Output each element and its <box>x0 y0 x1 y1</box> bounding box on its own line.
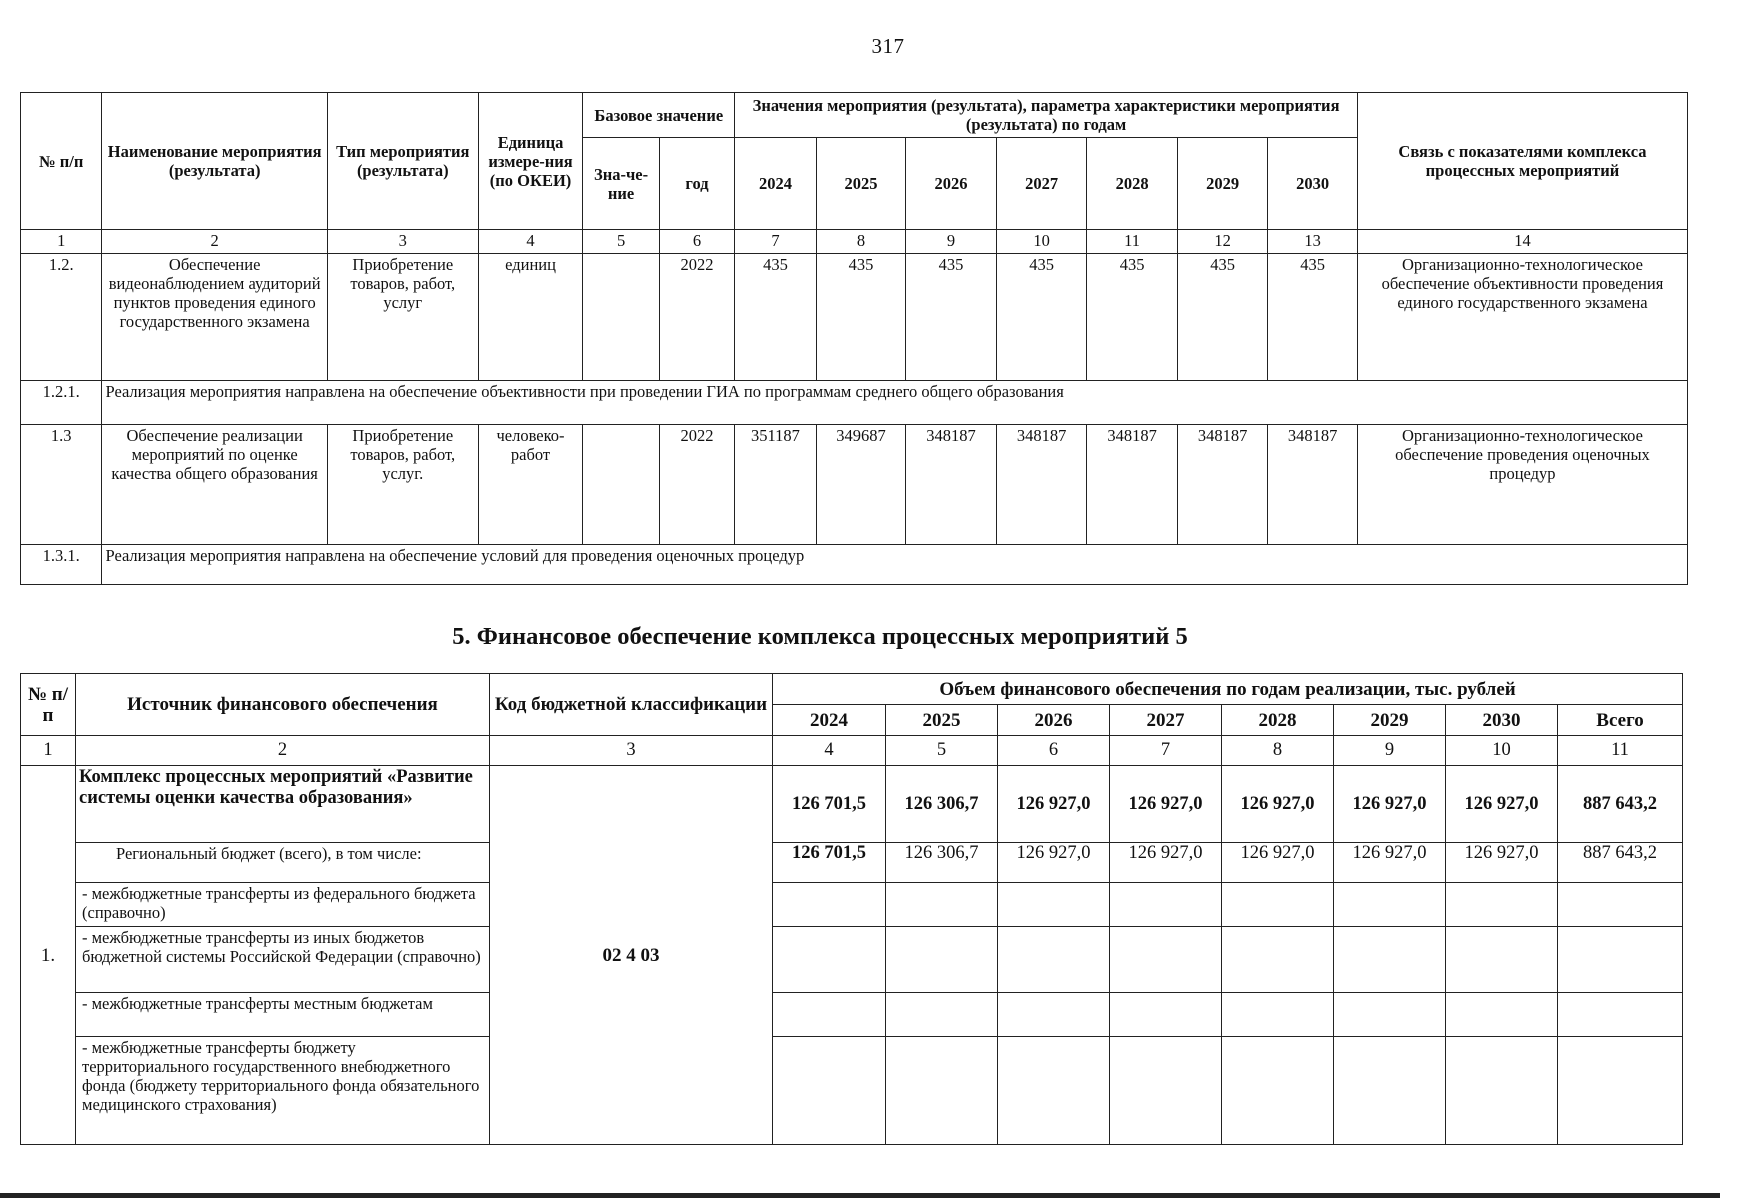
empty-cell <box>886 993 998 1037</box>
row-type: Приобретение товаров, работ, услуг. <box>327 425 478 545</box>
header-year: 2030 <box>1446 705 1558 736</box>
empty-cell <box>1334 927 1446 993</box>
header-year: 2029 <box>1334 705 1446 736</box>
header-base: Базовое значение <box>583 93 735 138</box>
header-link: Связь с показателями комплекса процессных мероприятий <box>1357 93 1687 230</box>
row-value: 349687 <box>816 425 906 545</box>
column-number: 8 <box>1222 736 1334 766</box>
header-values-group: Значения мероприятия (результата), параметра характеристики мероприятия (результата) по годам <box>735 93 1358 138</box>
empty-cell <box>1110 927 1222 993</box>
column-number: 1 <box>21 230 102 254</box>
row-num: 1.2.1. <box>21 381 102 425</box>
row-value: 126 927,0 <box>1446 766 1558 843</box>
empty-cell <box>1446 883 1558 927</box>
row-value: 348187 <box>1268 425 1358 545</box>
empty-cell <box>1222 927 1334 993</box>
row-source: Региональный бюджет (всего), в том числе: <box>76 843 490 883</box>
header-num: № п/п <box>21 93 102 230</box>
empty-cell <box>998 1037 1110 1145</box>
column-number: 2 <box>102 230 327 254</box>
row-value: 126 927,0 <box>1110 766 1222 843</box>
row-value: 126 701,5 <box>773 766 886 843</box>
header-year: 2028 <box>1087 138 1178 230</box>
empty-cell <box>1446 1037 1558 1145</box>
table-row <box>21 425 1688 545</box>
financing-table <box>20 673 1683 1145</box>
row-num: 1.2. <box>21 254 102 381</box>
column-number: 13 <box>1268 230 1358 254</box>
header-year: 2024 <box>735 138 816 230</box>
column-number: 10 <box>996 230 1087 254</box>
empty-cell <box>1558 1037 1683 1145</box>
row-value: 435 <box>816 254 906 381</box>
page-number: 317 <box>871 34 905 58</box>
column-number: 9 <box>906 230 997 254</box>
row-value: 126 306,7 <box>886 843 998 883</box>
row-source: - межбюджетные трансферты бюджету территориального государственного внебюджетного фонда (бюджету территориального фонда обязательного медицинского страхования) <box>76 1037 490 1145</box>
header-source: Источник финансового обеспечения <box>76 674 490 736</box>
row-value: 126 927,0 <box>1334 843 1446 883</box>
group-num: 1. <box>21 766 76 1145</box>
row-note: Реализация мероприятия направлена на обеспечение объективности при проведении ГИА по программам среднего общего образования <box>102 381 1688 425</box>
header-year: 2026 <box>998 705 1110 736</box>
column-number: 3 <box>490 736 773 766</box>
row-value: 348187 <box>1087 425 1178 545</box>
row-total: 887 643,2 <box>1558 766 1683 843</box>
empty-cell <box>1446 927 1558 993</box>
table-row <box>21 545 1688 585</box>
empty-cell <box>886 1037 998 1145</box>
header-year: 2025 <box>816 138 906 230</box>
column-number: 5 <box>583 230 659 254</box>
column-number: 2 <box>76 736 490 766</box>
table-row <box>21 766 1683 843</box>
empty-cell <box>773 927 886 993</box>
row-value: 126 927,0 <box>1110 843 1222 883</box>
row-source: - межбюджетные трансферты местным бюджетам <box>76 993 490 1037</box>
table-row <box>21 993 1683 1037</box>
row-num: 1.3.1. <box>21 545 102 585</box>
empty-cell <box>1110 993 1222 1037</box>
header-type: Тип мероприятия (результата) <box>327 93 478 230</box>
row-value: 126 927,0 <box>1334 766 1446 843</box>
row-base-year: 2022 <box>659 425 734 545</box>
empty-cell <box>1222 1037 1334 1145</box>
table-row <box>21 1037 1683 1145</box>
row-value: 435 <box>1177 254 1268 381</box>
empty-cell <box>1558 993 1683 1037</box>
column-number: 12 <box>1177 230 1268 254</box>
row-value: 435 <box>1268 254 1358 381</box>
table-row <box>21 254 1688 381</box>
row-value: 348187 <box>906 425 997 545</box>
header-year: 2027 <box>1110 705 1222 736</box>
empty-cell <box>1110 883 1222 927</box>
empty-cell <box>886 883 998 927</box>
row-value: 126 927,0 <box>1222 766 1334 843</box>
row-value: 348187 <box>996 425 1087 545</box>
column-number: 11 <box>1558 736 1683 766</box>
table-row <box>21 843 1683 883</box>
row-name: Обеспечение реализации мероприятий по оценке качества общего образования <box>102 425 327 545</box>
empty-cell <box>1222 993 1334 1037</box>
column-number: 4 <box>478 230 583 254</box>
column-number: 14 <box>1357 230 1687 254</box>
empty-cell <box>998 993 1110 1037</box>
column-number: 9 <box>1334 736 1446 766</box>
row-value: 126 306,7 <box>886 766 998 843</box>
header-year: 2025 <box>886 705 998 736</box>
header-total: Всего <box>1558 705 1683 736</box>
row-source: - межбюджетные трансферты из федерального бюджета (справочно) <box>76 883 490 927</box>
column-number: 11 <box>1087 230 1178 254</box>
header-year: 2029 <box>1177 138 1268 230</box>
header-name: Наименование мероприятия (результата) <box>102 93 327 230</box>
row-unit: единиц <box>478 254 583 381</box>
empty-cell <box>1558 927 1683 993</box>
column-number: 1 <box>21 736 76 766</box>
table-row <box>21 381 1688 425</box>
header-num: № п/п <box>21 674 76 736</box>
row-value: 351187 <box>735 425 816 545</box>
row-value: 435 <box>996 254 1087 381</box>
column-number: 7 <box>735 230 816 254</box>
section-title: 5. Финансовое обеспечение комплекса процессных мероприятий 5 <box>452 623 1188 650</box>
table-row <box>21 883 1683 927</box>
row-unit: человеко-работ <box>478 425 583 545</box>
empty-cell <box>773 883 886 927</box>
row-value: 126 927,0 <box>998 843 1110 883</box>
row-num: 1.3 <box>21 425 102 545</box>
header-base-year: год <box>659 138 734 230</box>
row-value: 126 701,5 <box>773 843 886 883</box>
column-number: 6 <box>659 230 734 254</box>
column-number: 5 <box>886 736 998 766</box>
row-value: 435 <box>906 254 997 381</box>
header-year: 2030 <box>1268 138 1358 230</box>
header-base-value: Зна-че-ние <box>583 138 659 230</box>
row-base-year: 2022 <box>659 254 734 381</box>
results-table <box>20 92 1688 585</box>
column-number-row <box>21 736 1683 766</box>
column-number: 4 <box>773 736 886 766</box>
header-code: Код бюджетной классификации <box>490 674 773 736</box>
header-year: 2027 <box>996 138 1087 230</box>
column-number: 7 <box>1110 736 1222 766</box>
page-bottom-rule <box>0 1193 1720 1198</box>
row-total: 887 643,2 <box>1558 843 1683 883</box>
row-value: 126 927,0 <box>998 766 1110 843</box>
row-base-value <box>583 425 659 545</box>
row-name: Обеспечение видеонаблюдением аудиторий пунктов проведения единого государственного экзамена <box>102 254 327 381</box>
header-year: 2024 <box>773 705 886 736</box>
row-source: Комплекс процессных мероприятий «Развитие системы оценки качества образования» <box>76 766 490 843</box>
column-number: 3 <box>327 230 478 254</box>
header-year: 2026 <box>906 138 997 230</box>
row-value: 435 <box>735 254 816 381</box>
column-number: 8 <box>816 230 906 254</box>
empty-cell <box>1334 1037 1446 1145</box>
column-number: 10 <box>1446 736 1558 766</box>
empty-cell <box>998 927 1110 993</box>
empty-cell <box>773 993 886 1037</box>
header-volume: Объем финансового обеспечения по годам реализации, тыс. рублей <box>773 674 1683 705</box>
empty-cell <box>1334 883 1446 927</box>
row-value: 126 927,0 <box>1446 843 1558 883</box>
row-value: 435 <box>1087 254 1178 381</box>
row-link: Организационно-технологическое обеспечение проведения оценочных процедур <box>1357 425 1687 545</box>
empty-cell <box>773 1037 886 1145</box>
row-base-value <box>583 254 659 381</box>
empty-cell <box>1110 1037 1222 1145</box>
budget-code: 02 4 03 <box>490 766 773 1145</box>
row-source: - межбюджетные трансферты из иных бюджетов бюджетной системы Российской Федерации (справочно) <box>76 927 490 993</box>
empty-cell <box>1222 883 1334 927</box>
column-number-row <box>21 230 1688 254</box>
row-link: Организационно-технологическое обеспечение объективности проведения единого государственного экзамена <box>1357 254 1687 381</box>
empty-cell <box>998 883 1110 927</box>
header-year: 2028 <box>1222 705 1334 736</box>
table-row <box>21 927 1683 993</box>
row-type: Приобретение товаров, работ, услуг <box>327 254 478 381</box>
empty-cell <box>1558 883 1683 927</box>
row-value: 348187 <box>1177 425 1268 545</box>
row-value: 126 927,0 <box>1222 843 1334 883</box>
column-number: 6 <box>998 736 1110 766</box>
empty-cell <box>1446 993 1558 1037</box>
header-unit: Единица измере-ния (по ОКЕИ) <box>478 93 583 230</box>
empty-cell <box>1334 993 1446 1037</box>
row-note: Реализация мероприятия направлена на обеспечение условий для проведения оценочных процедур <box>102 545 1688 585</box>
empty-cell <box>886 927 998 993</box>
